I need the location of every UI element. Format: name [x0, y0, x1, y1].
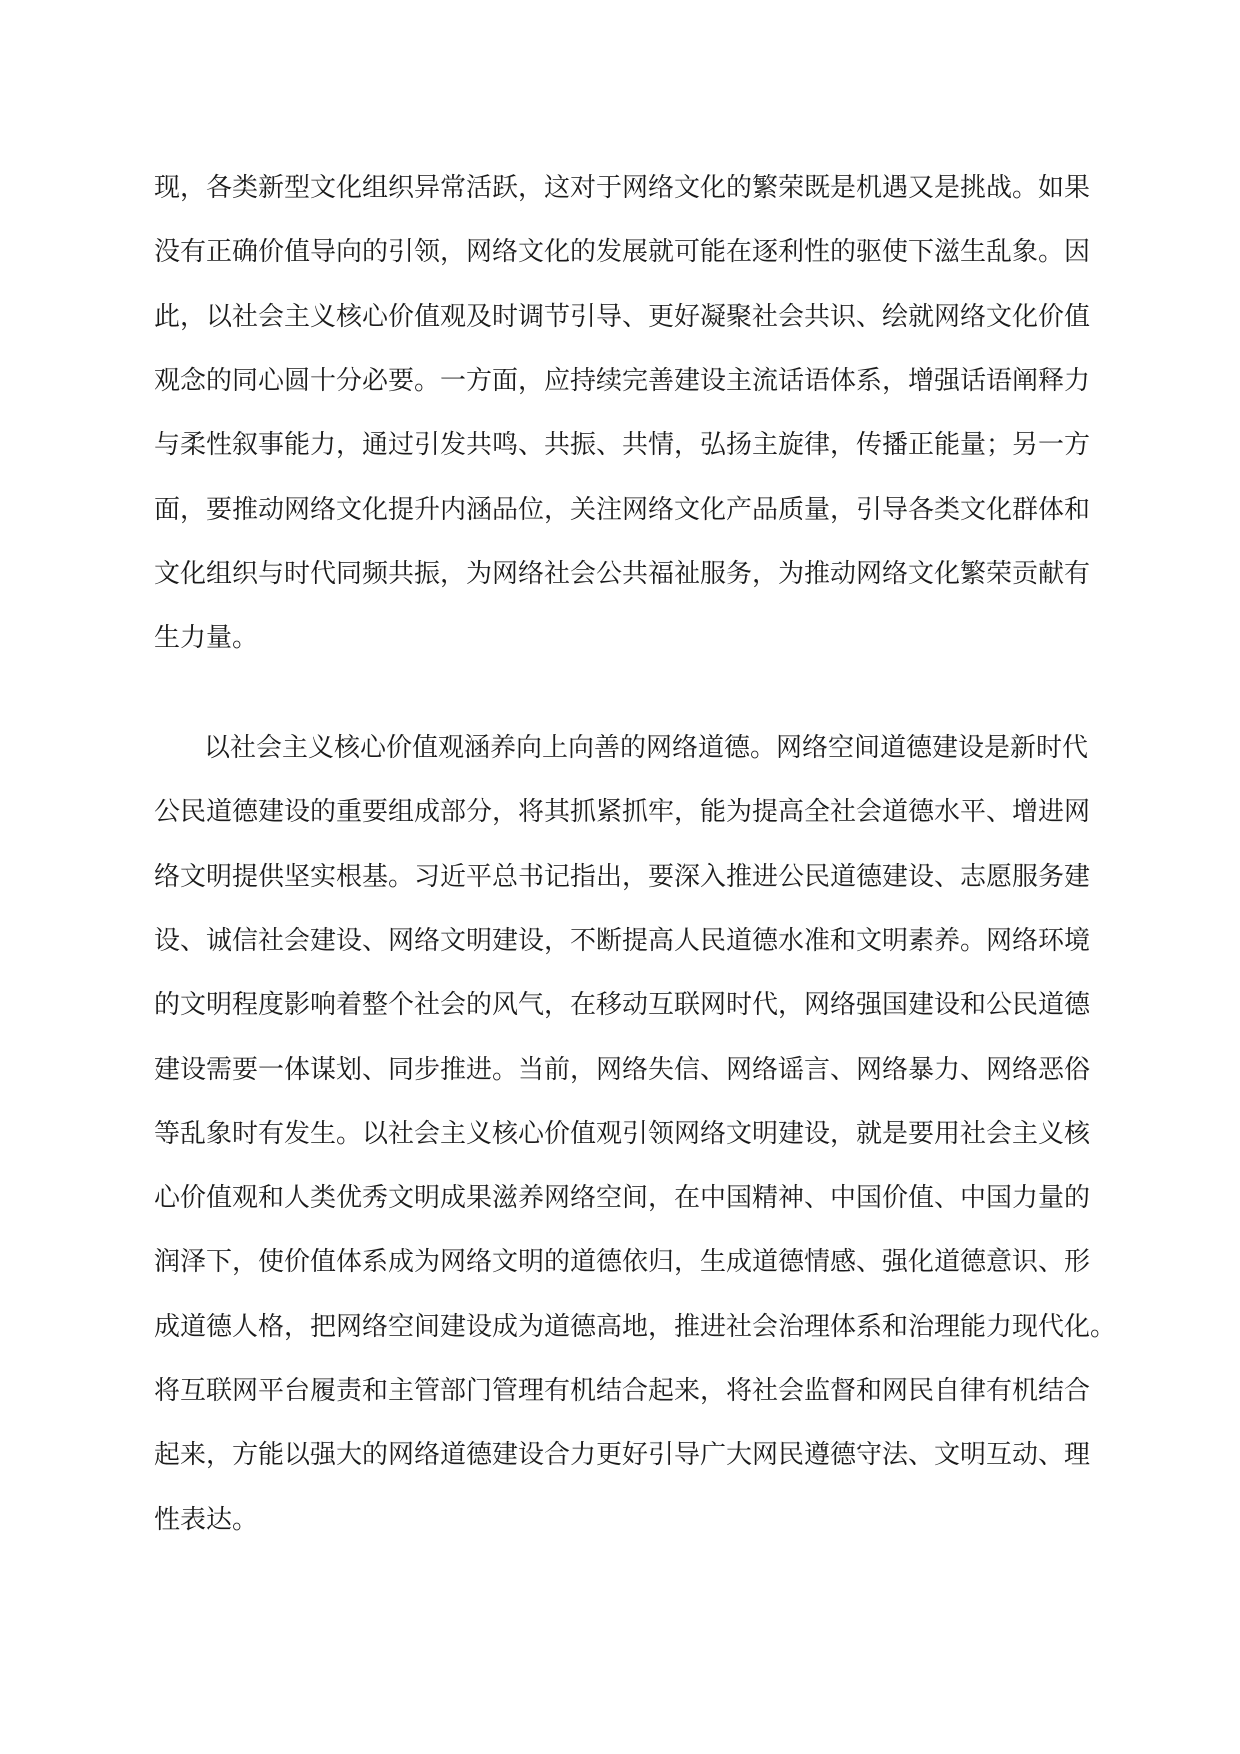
paragraph-line: 面，要推动网络文化提升内涵品位，关注网络文化产品质量，引导各类文化群体和 — [154, 494, 1091, 525]
paragraph-line: 以社会主义核心价值观涵养向上向善的网络道德。网络空间道德建设是新时代 — [204, 733, 1089, 763]
paragraph-line: 的文明程度影响着整个社会的风气，在移动互联网时代，网络强国建设和公民道德 — [154, 990, 1091, 1021]
paragraph-line: 设、诚信社会建设、网络文明建设，不断提高人民道德水准和文明素养。网络环境 — [154, 925, 1091, 956]
paragraph-line: 文化组织与时代同频共振，为网络社会公共福祉服务，为推动网络文化繁荣贡献有 — [154, 558, 1091, 589]
paragraph-line: 建设需要一体谋划、同步推进。当前，网络失信、网络谣言、网络暴力、网络恶俗 — [154, 1054, 1091, 1085]
paragraph-line: 公民道德建设的重要组成部分，将其抓紧抓牢，能为提高全社会道德水平、增进网 — [154, 797, 1091, 828]
paragraph-line: 生力量。 — [154, 623, 259, 654]
paragraph-line: 心价值观和人类优秀文明成果滋养网络空间，在中国精神、中国价值、中国力量的 — [154, 1183, 1091, 1214]
paragraph-line: 润泽下，使价值体系成为网络文明的道德依归，生成道德情感、强化道德意识、形 — [154, 1247, 1091, 1278]
paragraph-line: 将互联网平台履责和主管部门管理有机结合起来，将社会监督和网民自律有机结合 — [154, 1376, 1091, 1406]
paragraph-line: 络文明提供坚实根基。习近平总书记指出，要深入推进公民道德建设、志愿服务建 — [154, 861, 1091, 892]
paragraph-line: 等乱象时有发生。以社会主义核心价值观引领网络文明建设，就是要用社会主义核 — [154, 1118, 1091, 1149]
paragraph-line: 成道德人格，把网络空间建设成为道德高地，推进社会治理体系和治理能力现代化。 — [154, 1311, 1117, 1342]
paragraph-line: 此，以社会主义核心价值观及时调节引导、更好凝聚社会共识、绘就网络文化价值 — [154, 301, 1091, 332]
paragraph-line: 观念的同心圆十分必要。一方面，应持续完善建设主流话语体系，增强话语阐释力 — [154, 365, 1091, 396]
paragraph-line: 起来，方能以强大的网络道德建设合力更好引导广大网民遵德守法、文明互动、理 — [154, 1440, 1091, 1471]
paragraph-line: 性表达。 — [154, 1504, 259, 1535]
paragraph-line: 与柔性叙事能力，通过引发共鸣、共振、共情，弘扬主旋律，传播正能量；另一方 — [154, 430, 1091, 461]
paragraph-line: 现，各类新型文化组织异常活跃，这对于网络文化的繁荣既是机遇又是挑战。如果 — [154, 173, 1091, 203]
paragraph-line: 没有正确价值导向的引领，网络文化的发展就可能在逐利性的驱使下滋生乱象。因 — [154, 237, 1091, 268]
